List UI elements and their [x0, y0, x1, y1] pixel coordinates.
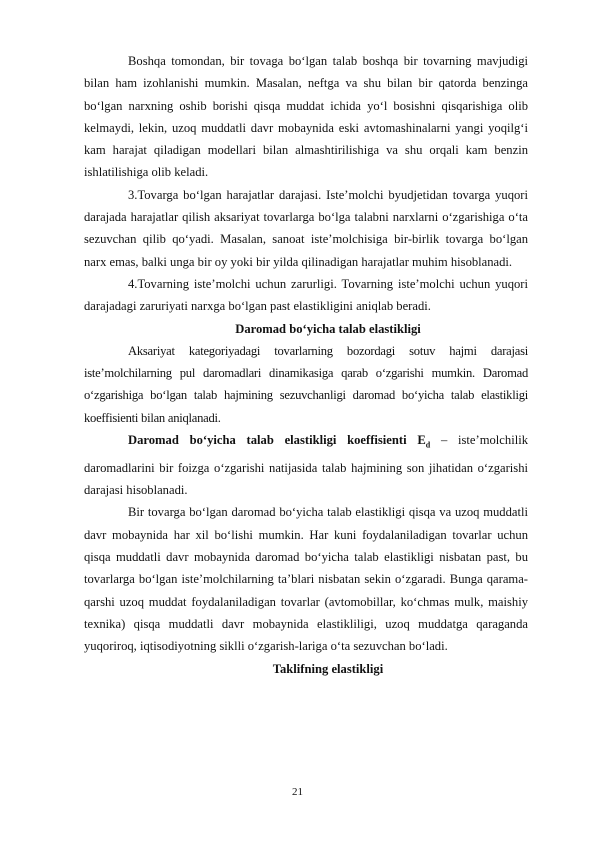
definition-term — [128, 433, 431, 450]
heading-supply-elasticity: Taklifning elastikligi — [272, 661, 384, 676]
paragraph-expense-level: 3.Tovarga bo‘lgan harajatlar darajasi. Iste’molchi byudjetidan tovarga yuqori darajada harajatlar qilish aksariyat tovarlarga bo‘lga talabni narxlarni o‘zgarishiga o‘ta sezuvchan qilib qo‘yadi. Masalan, sanoat iste’molchisiga bir-birlik tovarga bo‘lgan narx emas, balki unga bir oy yoki bir yilda qilinadigan harajatlar muhim hisoblanadi. — [84, 187, 528, 269]
definition-term-text: Daromad bo‘yicha talab elastikligi koeffisienti E — [128, 433, 426, 448]
paragraph-necessity: 4.Tovarning iste’molchi uchun zarurligi. Tovarning iste’molchi uchun yuqori darajadagi zaruriyati narxga bo‘lgan past elastikligini aniqlab beradi. — [84, 276, 528, 314]
definition-rest: – iste’molchilik daromadlarini bir foizga o‘zgarishi natijasida talab hajmining son jihatidan o‘zgarishi darajasi hisoblanadi. — [84, 433, 528, 498]
page-number: 21 — [292, 786, 303, 798]
document-body — [84, 50, 528, 680]
paragraph-income-dynamics: Aksariyat kategoriyadagi tovarlarning bozordagi sotuv hajmi darajasi iste’molchilarning pul daromadlari dinamikasiga qarab o‘zgarishi mumkin. Daromad o‘zgarishiga bo‘lgan talab hajmining sezuvchanligi daromad bo‘yicha talab elastikligi koeffisienti bilan aniqlanadi. — [84, 343, 528, 425]
paragraph-substitute-goods: Boshqa tomondan, bir tovaga bo‘lgan talab boshqa bir tovarning mavjudigi bilan ham izohlanishi mumkin. Masalan, neftga va shu bilan bir qatorda benzinga bo‘lgan narxning oshib borishi qisqa muddat ichida yo‘l bosishni qisqarishiga olib kelmaydi, lekin, uzoq muddatli davr mobaynida eski avtomashinalarni yangi yoqilg‘i kam harajat qiladigan modellari bilan almashtirilishiga va shu orqali kam benzin ishlatilishiga olib keladi. — [84, 54, 528, 180]
heading-income-elasticity: Daromad bo‘yicha talab elastikligi — [235, 321, 421, 336]
paragraph-definition — [84, 429, 528, 501]
definition-subscript: d — [425, 440, 431, 450]
paragraph-short-long-term: Bir tovarga bo‘lgan daromad bo‘yicha talab elastikligi qisqa va uzoq muddatli davr mobaynida har xil bo‘lishi mumkin. Har kuni foydalaniladigan tovarlar uchun qisqa muddatli davr mobaynida daromad bo‘yicha talab elastikligi nisbatan past, bu tovarlarga bo‘lgan iste’molchilarning ta’blari nisbatan sekin o‘zgaradi. Bunga qarama-qarshi uzoq muddat foydalaniladigan tovarlar (avtomobillar, ko‘chmas mulk, maishiy texnika) qisqa muddatli davr mobaynida elastikliligi, uzoq muddatga qaraganda yuqoriroq, iqtisodiyotning siklli o‘zgarish-lariga o‘ta sezuvchan bo‘ladi. — [84, 505, 528, 654]
